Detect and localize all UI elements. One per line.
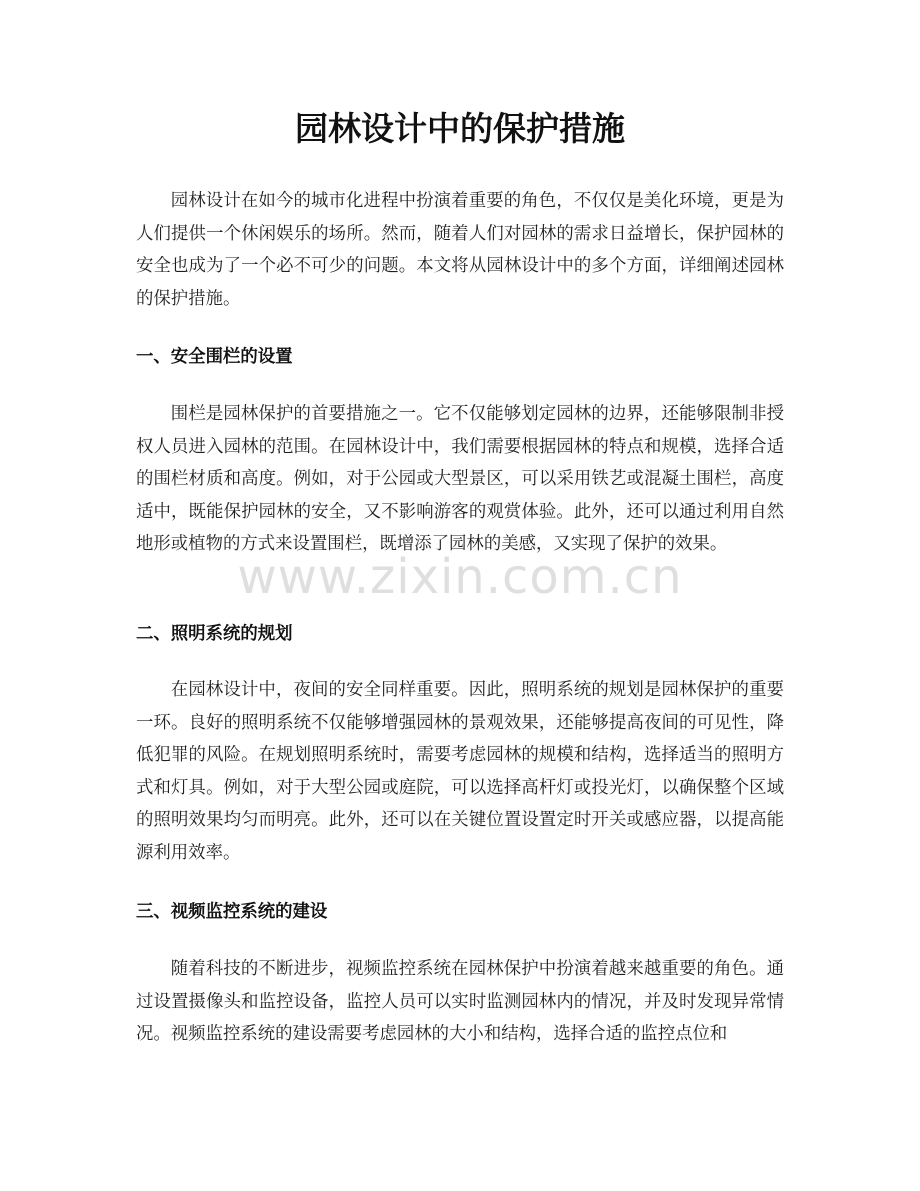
section-heading-video: 三、视频监控系统的建设 bbox=[136, 902, 328, 922]
document-title: 园林设计中的保护措施 bbox=[295, 109, 625, 148]
section-body-fence: 围栏是园林保护的首要措施之一。它不仅能够划定园林的边界，还能够限制非授权人员进入园林的范围。在园林设计中，我们需要根据园林的特点和规模，选择合适的围栏材质和高度。例如，对于公园或大型景区，可以采用铁艺或混凝土围栏，高度适中，既能保护园林的安全，又不影响游客的观赏体验。此外，还可以通过利用自然地形或植物的方式来设置围栏，既增添了园林的美感，又实现了保护的效果。 bbox=[136, 404, 784, 554]
intro-paragraph: 园林设计在如今的城市化进程中扮演着重要的角色，不仅仅是美化环境，更是为人们提供一个休闲娱乐的场所。然而，随着人们对园林的需求日益增长，保护园林的安全也成为了一个必不可少的问题。本文将从园林设计中的多个方面，详细阐述园林的保护措施。 bbox=[136, 191, 784, 309]
watermark-text: www.zixin.com.cn bbox=[237, 549, 683, 605]
section-heading-fence: 一、安全围栏的设置 bbox=[136, 347, 293, 367]
section-body-lighting: 在园林设计中，夜间的安全同样重要。因此，照明系统的规划是园林保护的重要一环。良好的照明系统不仅能够增强园林的景观效果，还能够提高夜间的可见性，降低犯罪的风险。在规划照明系统时，需要考虑园林的规模和结构，选择适当的照明方式和灯具。例如，对于大型公园或庭院，可以选择高杆灯或投光灯，以确保整个区域的照明效果均匀而明亮。此外，还可以在关键位置设置定时开关或感应器，以提高能源利用效率。 bbox=[136, 680, 784, 863]
section-heading-lighting: 二、照明系统的规划 bbox=[136, 624, 293, 644]
section-body-video: 随着科技的不断进步，视频监控系统在园林保护中扮演着越来越重要的角色。通过设置摄像头和监控设备，监控人员可以实时监测园林内的情况，并及时发现异常情况。视频监控系统的建设需要考虑园林的大小和结构，选择合适的监控点位和 bbox=[136, 959, 784, 1044]
